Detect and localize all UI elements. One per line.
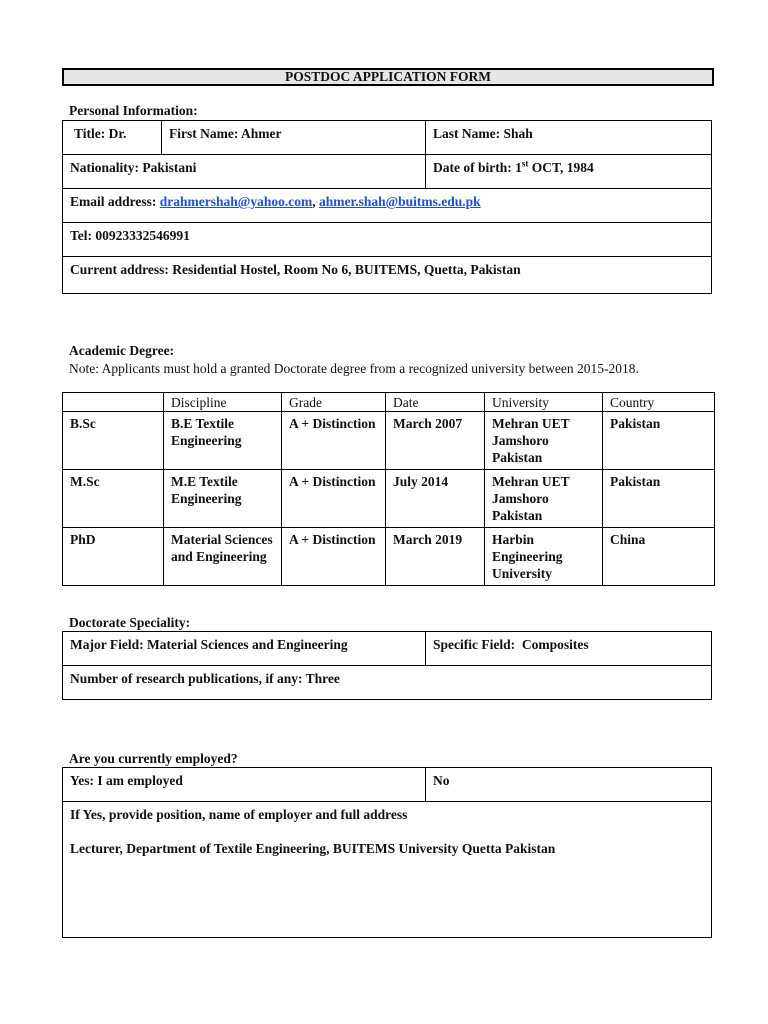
header-country: Country [603,393,715,412]
grade-cell: A + Distinction [282,412,386,470]
dob-superscript: st [521,158,529,169]
dob-prefix: Date of birth: 1 [433,160,522,175]
header-date: Date [386,393,485,412]
date-cell: March 2019 [386,528,485,586]
email-cell [63,189,712,223]
email-link-yahoo[interactable]: drahmershah@yahoo.com [159,194,313,209]
header-grade: Grade [282,393,386,412]
dob-cell [426,155,712,189]
academic-header-row [63,393,715,412]
university-cell: Mehran UET Jamshoro Pakistan [485,412,603,470]
country-cell: Pakistan [603,412,715,470]
employment-label: Are you currently employed? [69,751,238,766]
tel-value: Tel: 00923332546991 [70,228,190,243]
address-value: Current address: Residential Hostel, Room No 6, BUITEMS, Quetta, Pakistan [70,262,521,277]
table-row [63,412,715,470]
major-field-cell [63,632,426,666]
academic-degree-label: Academic Degree: [69,343,175,358]
employed-yes-cell [63,768,426,802]
academic-degree-table [62,392,715,586]
discipline-cell: Material Sciences and Engineering [164,528,282,586]
major-field-value: Major Field: Material Sciences and Engineering [70,637,348,652]
publications-value: Number of research publications, if any: Three [70,671,340,686]
employment-details-cell [63,802,712,938]
date-cell: July 2014 [386,470,485,528]
speciality-table [62,631,712,700]
header-discipline: Discipline [164,393,282,412]
nationality-cell [63,155,426,189]
first-name-value: First Name: Ahmer [169,126,282,141]
last-name-value: Last Name: Shah [433,126,533,141]
country-cell: Pakistan [603,470,715,528]
dob-suffix: OCT, 1984 [528,160,594,175]
table-row [63,470,715,528]
title-value: Title: Dr. [74,126,127,141]
form-title: POSTDOC APPLICATION FORM [62,68,714,86]
first-name-cell [162,121,426,155]
date-cell: March 2007 [386,412,485,470]
employment-table [62,767,712,938]
grade-cell: A + Distinction [282,470,386,528]
email-separator: , [312,194,319,209]
header-blank [63,393,164,412]
specific-field-cell [426,632,712,666]
employment-details-value: Lecturer, Department of Textile Engineering, BUITEMS University Quetta Pakistan [70,841,556,856]
employed-yes-value: Yes: I am employed [70,773,183,788]
email-label: Email address: [70,194,160,209]
personal-info-label: Personal Information: [69,103,198,118]
discipline-cell: M.E Textile Engineering [164,470,282,528]
address-cell [63,257,712,294]
employed-no-value: No [433,773,450,788]
publications-cell [63,666,712,700]
grade-cell: A + Distinction [282,528,386,586]
degree-cell: M.Sc [63,470,164,528]
academic-note: Note: Applicants must hold a granted Doctorate degree from a recognized university between 2015-2018. [69,361,639,376]
email-link-buitms[interactable]: ahmer.shah@buitms.edu.pk [318,194,481,209]
last-name-cell [426,121,712,155]
specific-field-value: Specific Field: Composites [433,637,589,652]
title-cell [63,121,162,155]
header-university: University [485,393,603,412]
employment-details-label: If Yes, provide position, name of employer and full address [70,807,408,822]
university-cell: Mehran UET Jamshoro Pakistan [485,470,603,528]
tel-cell [63,223,712,257]
country-cell: China [603,528,715,586]
speciality-label: Doctorate Speciality: [69,615,191,630]
university-cell: Harbin Engineering University [485,528,603,586]
degree-cell: PhD [63,528,164,586]
nationality-value: Nationality: Pakistani [70,160,197,175]
table-row [63,528,715,586]
discipline-cell: B.E Textile Engineering [164,412,282,470]
personal-info-table [62,120,712,294]
degree-cell: B.Sc [63,412,164,470]
employed-no-cell [426,768,712,802]
